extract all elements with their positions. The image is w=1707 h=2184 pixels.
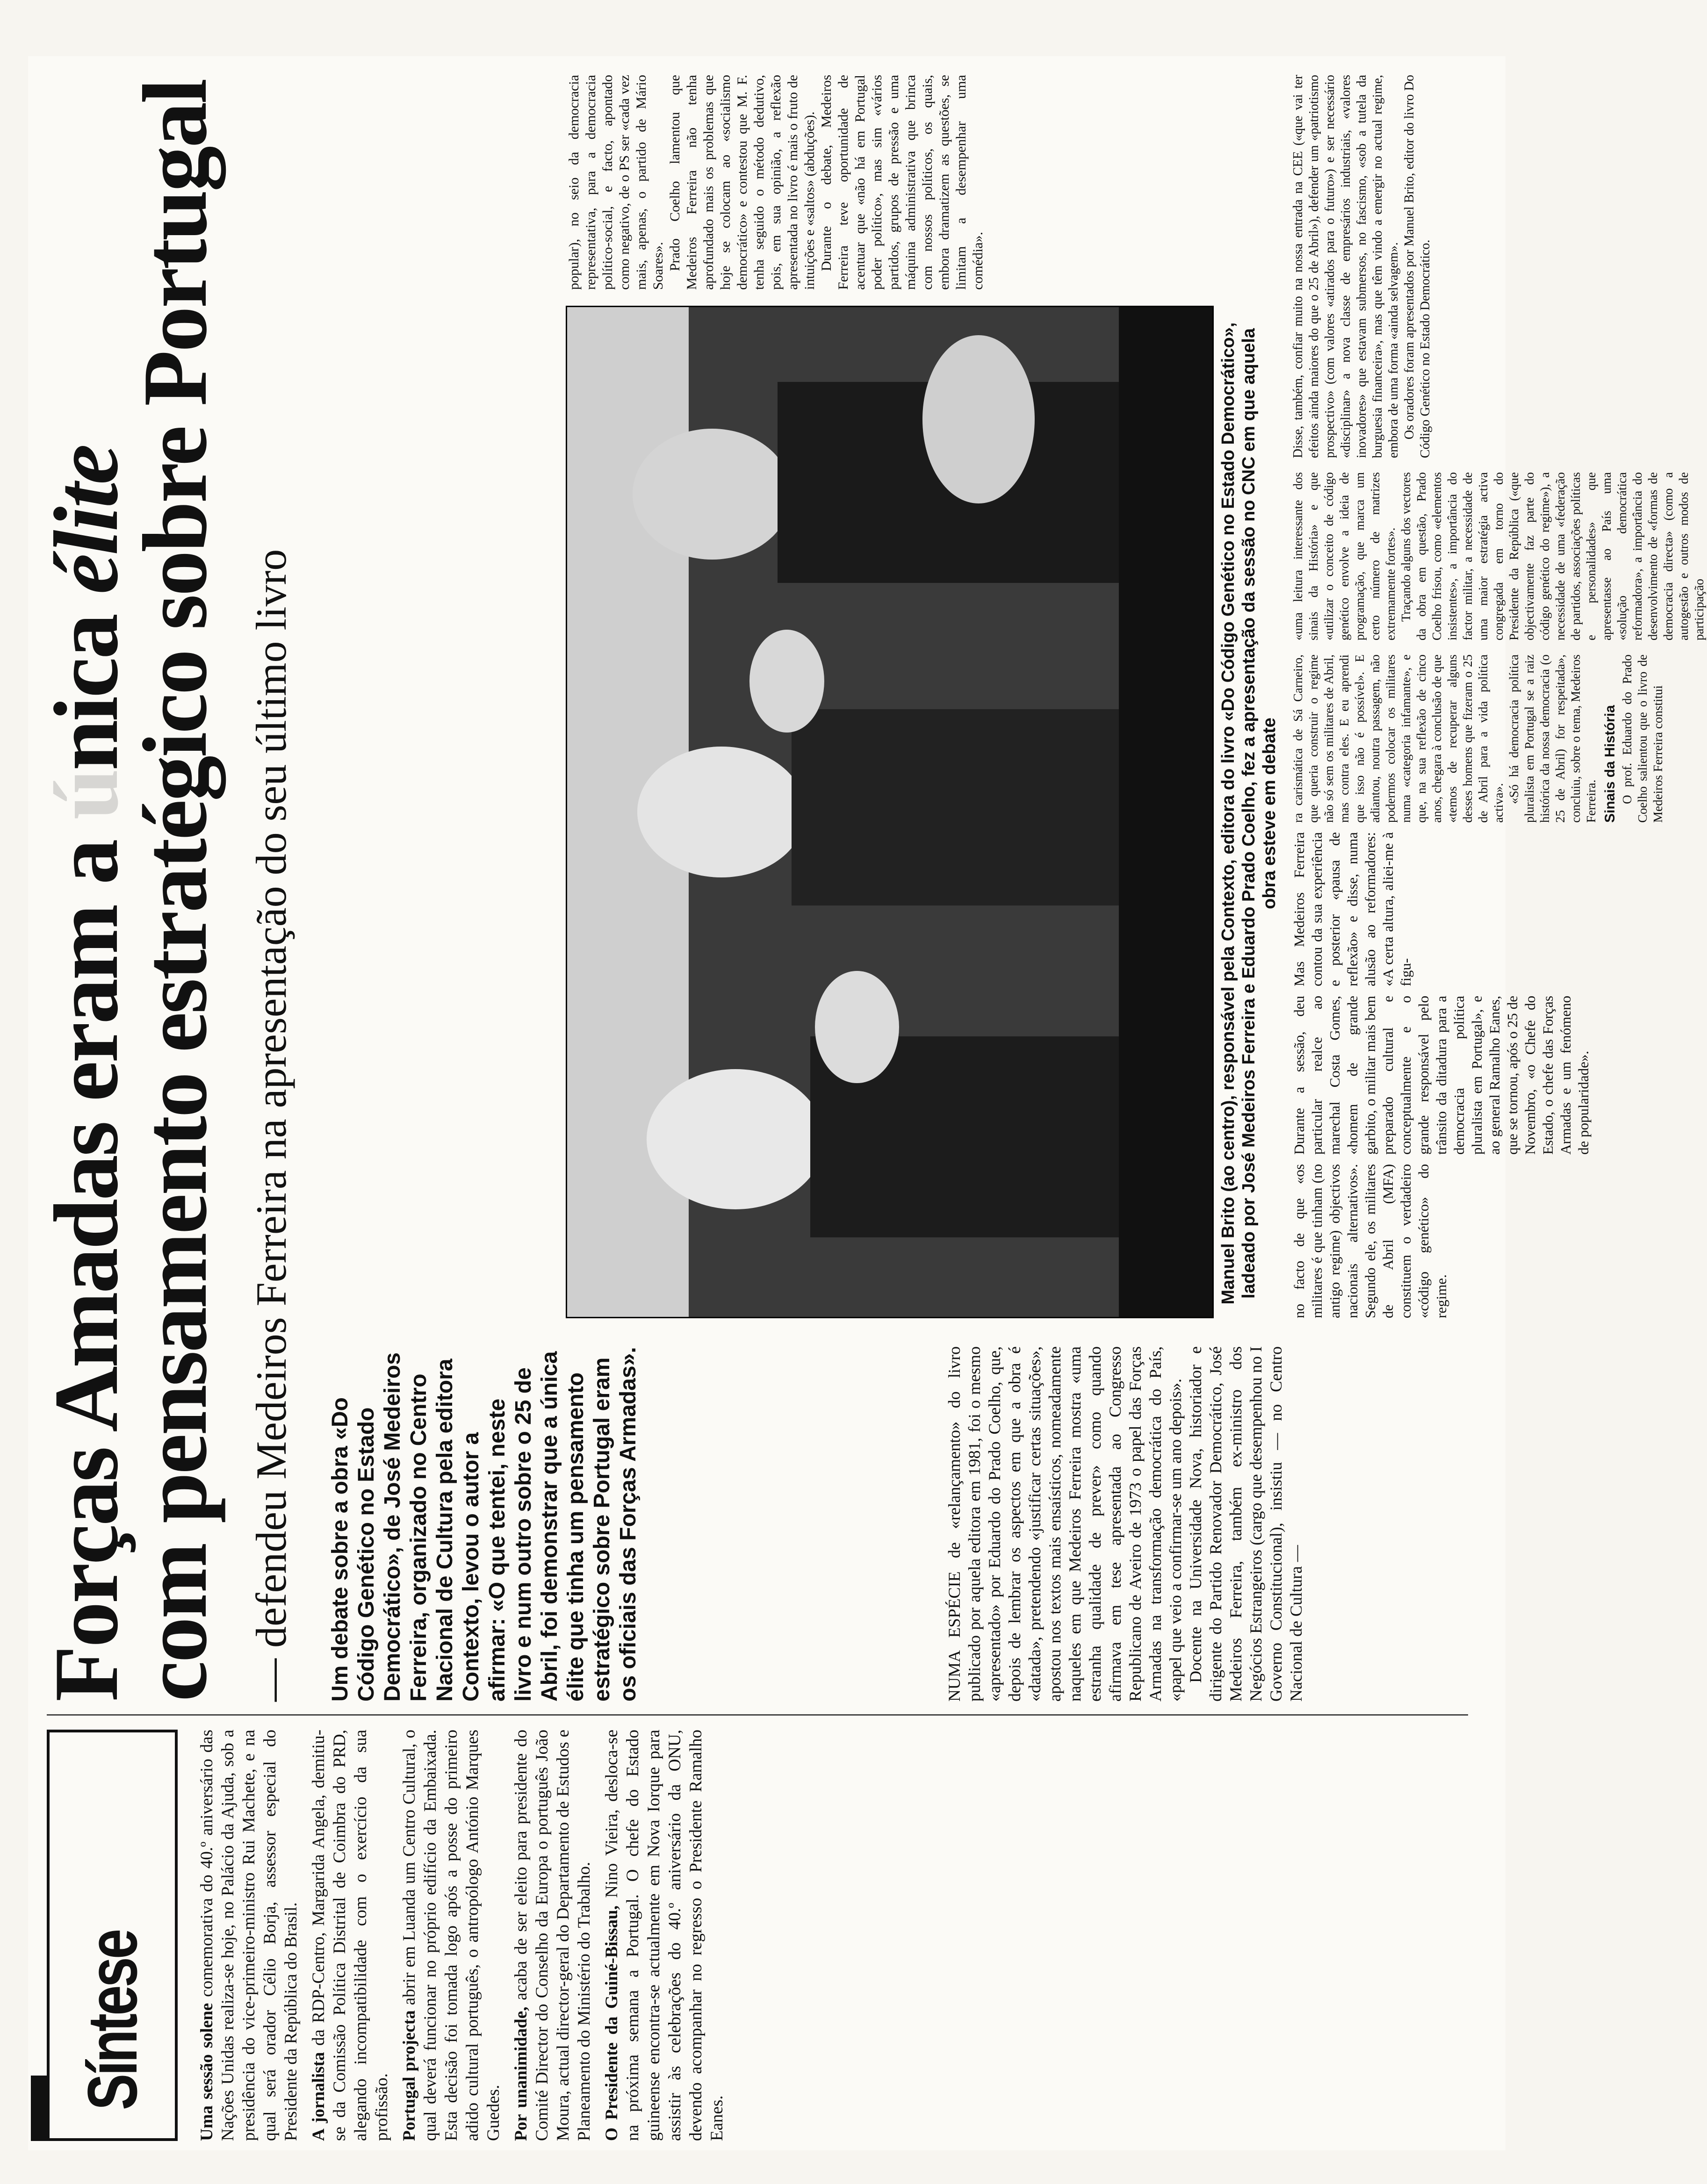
sintese-box-tab (31, 2076, 50, 2141)
person-face-left (647, 1069, 824, 1209)
article-paragraph: ra carismática de Sá Carneiro, que queria construir o regime não só sem os militares de Abril, mas contra eles. E eu aprendi que isso não é possível». E adiantou, noutra passagem, não podermos colocar os militares numa «categoria infamante», e que, na sua reflexão de cinco anos, chegara à conclusão de que «temos de recuperar alguns desses homens que fizeram o 25 de Abril para a vida política activa». (1291, 654, 1505, 823)
crosshead-sinais-da-historia: Sinais da História (1602, 705, 1618, 823)
article-paragraph: no facto de que «os militares é que tinham (no antigo regime) objectivos nacionais alternativos». Segundo ele, os militares de Abril (MFA) constituem o verdadeiro «código genético» do regime. (1291, 1164, 1449, 1318)
article-intro: Um debate sobre a obra «Do Código Genético no Estado Democrático», de José Medeiros Ferreira, organizado no Centro Nacional de Cultura pela editora Contexto, levou o autor a afirmar: «O que tentei, neste livro e num outro sobre o 25 de Abril, foi demonstrar que a única élite que tinha um pensamento estratégico sobre Portugal eram os oficiais das Forças Armadas». (328, 1347, 641, 1702)
sintese-item: Por unanimidade, acaba de ser eleito para presidente do Comité Director do Conselho da Europa o português João Moura, actual director-geral do Departamento de Estudos e Planeamento do Ministério do Trabalho. (511, 1729, 594, 2141)
article-paragraph: Os oradores foram apresentados por Manuel Brito, editor do livro Do Código Genético no Estado Democrático. (1402, 75, 1433, 458)
sintese-box (47, 1730, 178, 2141)
sintese-item: Uma sessão solene comemorativa do 40.º aniversário das Nações Unidas realiza-se hoje, no Palácio da Ajuda, sob a presidência do vice-primeiro-ministro Rui Machete, e na qual será orador Célio Borja, assessor especial do Presidente da República do Brasil. (197, 1729, 301, 2141)
person-face-right (633, 429, 792, 560)
article-column-2b (1290, 996, 1592, 1155)
article-paragraph: O prof. Eduardo do Prado Coelho salientou que o livro de Medeiros Ferreira constitui (1620, 654, 1665, 823)
article-paragraph: Disse, também, confiar muito na nossa entrada na CEE («que vai ter efeitos ainda maiores do que o 25 de Abril»), defender um «patriotismo prospectivo» (com valores «atirados para o futuro») e ser necessário «disciplinar» a nova classe de empresários industriais, «valores inovadores» que estavam submersos, no fascismo, «sob a tutela da burguesia financeira», mas que têm vindo a emergir no actual regime, embora de uma forma «ainda selvagem». (1291, 75, 1401, 458)
person-face-center (637, 747, 806, 877)
headline-line-1: Forças Amadas eram a única élite (36, 445, 137, 1702)
article-paragraph: Durante o debate, Medeiros Ferreira teve oportunidade de acentuar que «não há em Portugal poder político», mas sim «vários partidos, grupos de pressão e uma máquina administrativa que brinca com nossos políticos, os quais, embora dramatizem as questões, se limitam a desempenhar uma comédia». (819, 75, 986, 290)
article-photo (566, 306, 1214, 1318)
article-paragraph: popular), no seio da democracia representativa, para a democracia político-social, e facto, apontado como negativo, de o PS ser «cada vez mais, apenas, o partido de Mário Soares». (566, 75, 666, 290)
article-column-2c (1290, 832, 1415, 986)
article-column-2 (1290, 1164, 1450, 1318)
article-column-4 (1290, 472, 1707, 640)
sintese-item: Portugal projecta abrir em Luanda um Centro Cultural, o qual deverá funcionar no próprio edifício da Embaixada. Esta decisão foi tomada logo após a posse do primeiro adido cultural português, o antropólogo António Marques Guedes. (400, 1730, 503, 2141)
article-column-3 (1290, 654, 1666, 823)
photo-illustration (567, 307, 1212, 1317)
article-paragraph: «uma leitura interessante dos sinais da História» e que «utilizar o conceito de código genético envolve a ideia de programação, que marca um certo número de matrizes extremamente fortes». (1291, 472, 1397, 640)
subheadline: — defendeu Medeiros Ferreira na apresentação do seu último livro (247, 549, 295, 1702)
article-paragraph: Traçando alguns dos vectores da obra em questão, Prado Coelho frisou, como «elementos insistentes», a importância do factor militar, a necessidade de uma maior estratégia activa congregada em torno do Presidente da República («que objectivamente faz parte do código genético do regime»), a necessidade de uma «federação de partidos, associações políticas e personalidades» que apresentasse ao País uma «solução democrática reformadora», a importância do desenvolvimento de «formas de democracia directa» (como a autogestão e outros modos de participação (1399, 472, 1706, 640)
article-paragraph: NUMA ESPÉCIE de «relançamento» do livro publicado por aquela editora em 1981, foi o mesmo «apresentado» por Eduardo do Prado Coelho, que, depois de lembrar os aspectos em que a obra é «datada», pretendendo «justificar certas situações», apostou nos textos mais ensaísticos, nomeadamente naqueles em que Medeiros Ferreira mostra «uma estranha qualidade de prever» como quando afirmava em tese apresentada ao Congresso Republicano de Aveiro de 1973 o papel das Forças Armadas na transformação democrática do País, «papel que veio a confirmar-se um ano depois». (945, 1346, 1185, 1702)
column-divider (47, 1714, 1468, 1716)
sintese-title: Síntese (72, 1931, 151, 2110)
headline (36, 75, 226, 1702)
article-paragraph: Mas Medeiros Ferreira contou da sua experiência e posterior «pausa de reflexão» e disse, numa alusão ao reformadores: «A certa altura, aliei-me à figu- (1291, 832, 1414, 986)
sintese-item: A jornalista da RDP-Centro, Margarida Angela, demitiu-se da Comissão Política Distrital de Coimbra do PRD, alegando incompatibilidade com o exercício da sua profissão. (309, 1729, 391, 2141)
article-paragraph: Durante a sessão, deu particular realce ao marechal Costa Gomes, «homem de grande garbito, o militar mais bem preparado cultural e conceptualmente e o grande responsável pelo trânsito da ditadura para a democracia política pluralista em Portugal», e ao general Ramalho Eanes, que se tornou, após o 25 de Novembro, «o Chefe do Estado, o chefe das Forças Armadas e um fenómeno de popularidade». (1291, 996, 1592, 1155)
photo-caption: Manuel Brito (ao centro), responsável pela Contexto, editora do livro «Do Código Genético no Estado Democrático», ladeado por José Medeiros Ferreira e Eduardo Prado Coelho, fez a apresentação da sessão no CNC em que aquela obra esteve em debate (1218, 322, 1279, 1305)
newspaper-clipping (28, 56, 1706, 2150)
sintese-column (196, 1730, 727, 2141)
article-column-6 (1290, 75, 1433, 458)
scan-edge-noise (1482, 56, 1496, 2150)
headline-line-2: com pensamento estratégico sobre Portugal (124, 80, 226, 1702)
article-column-5 (566, 75, 987, 290)
article-paragraph: Prado Coelho lamentou que Medeiros Ferreira não tenha aprofundado mais os problemas que hoje se colocam ao «socialismo democrático» e contestou que M. F. tenha seguido o método dedutivo, pois, em sua opinião, a reflexão apresentada no livro é mais o fruto de intuições e «saltos» (abduções). (667, 75, 817, 290)
article-column-1 (944, 1346, 1306, 1702)
article-paragraph: «Só há democracia política pluralista em Portugal se a raiz histórica da nossa democracia (o 25 de Abril) for respeitada», concluiu, sobre o tema, Medeiros Ferreira. (1507, 654, 1598, 823)
sintese-item: O Presidente da Guiné-Bissau, Nino Vieira, desloca-se na próxima semana a Portugal. O chefe do Estado guineense encontra-se actualmente em Nova Iorque para assistir às celebrações do 40.º aniversário da ONU, devendo acompanhar no regresso o Presidente Ramalho Eanes. (602, 1730, 727, 2141)
article-paragraph: Docente na Universidade Nova, historiador e dirigente do Partido Renovador Democrático, José Medeiros Ferreira, também ex-ministro dos Negócios Estrangeiros (cargo que desempenhou no I Governo Constitucional), insistiu — no Centro Nacional de Cultura — (1186, 1346, 1305, 1702)
